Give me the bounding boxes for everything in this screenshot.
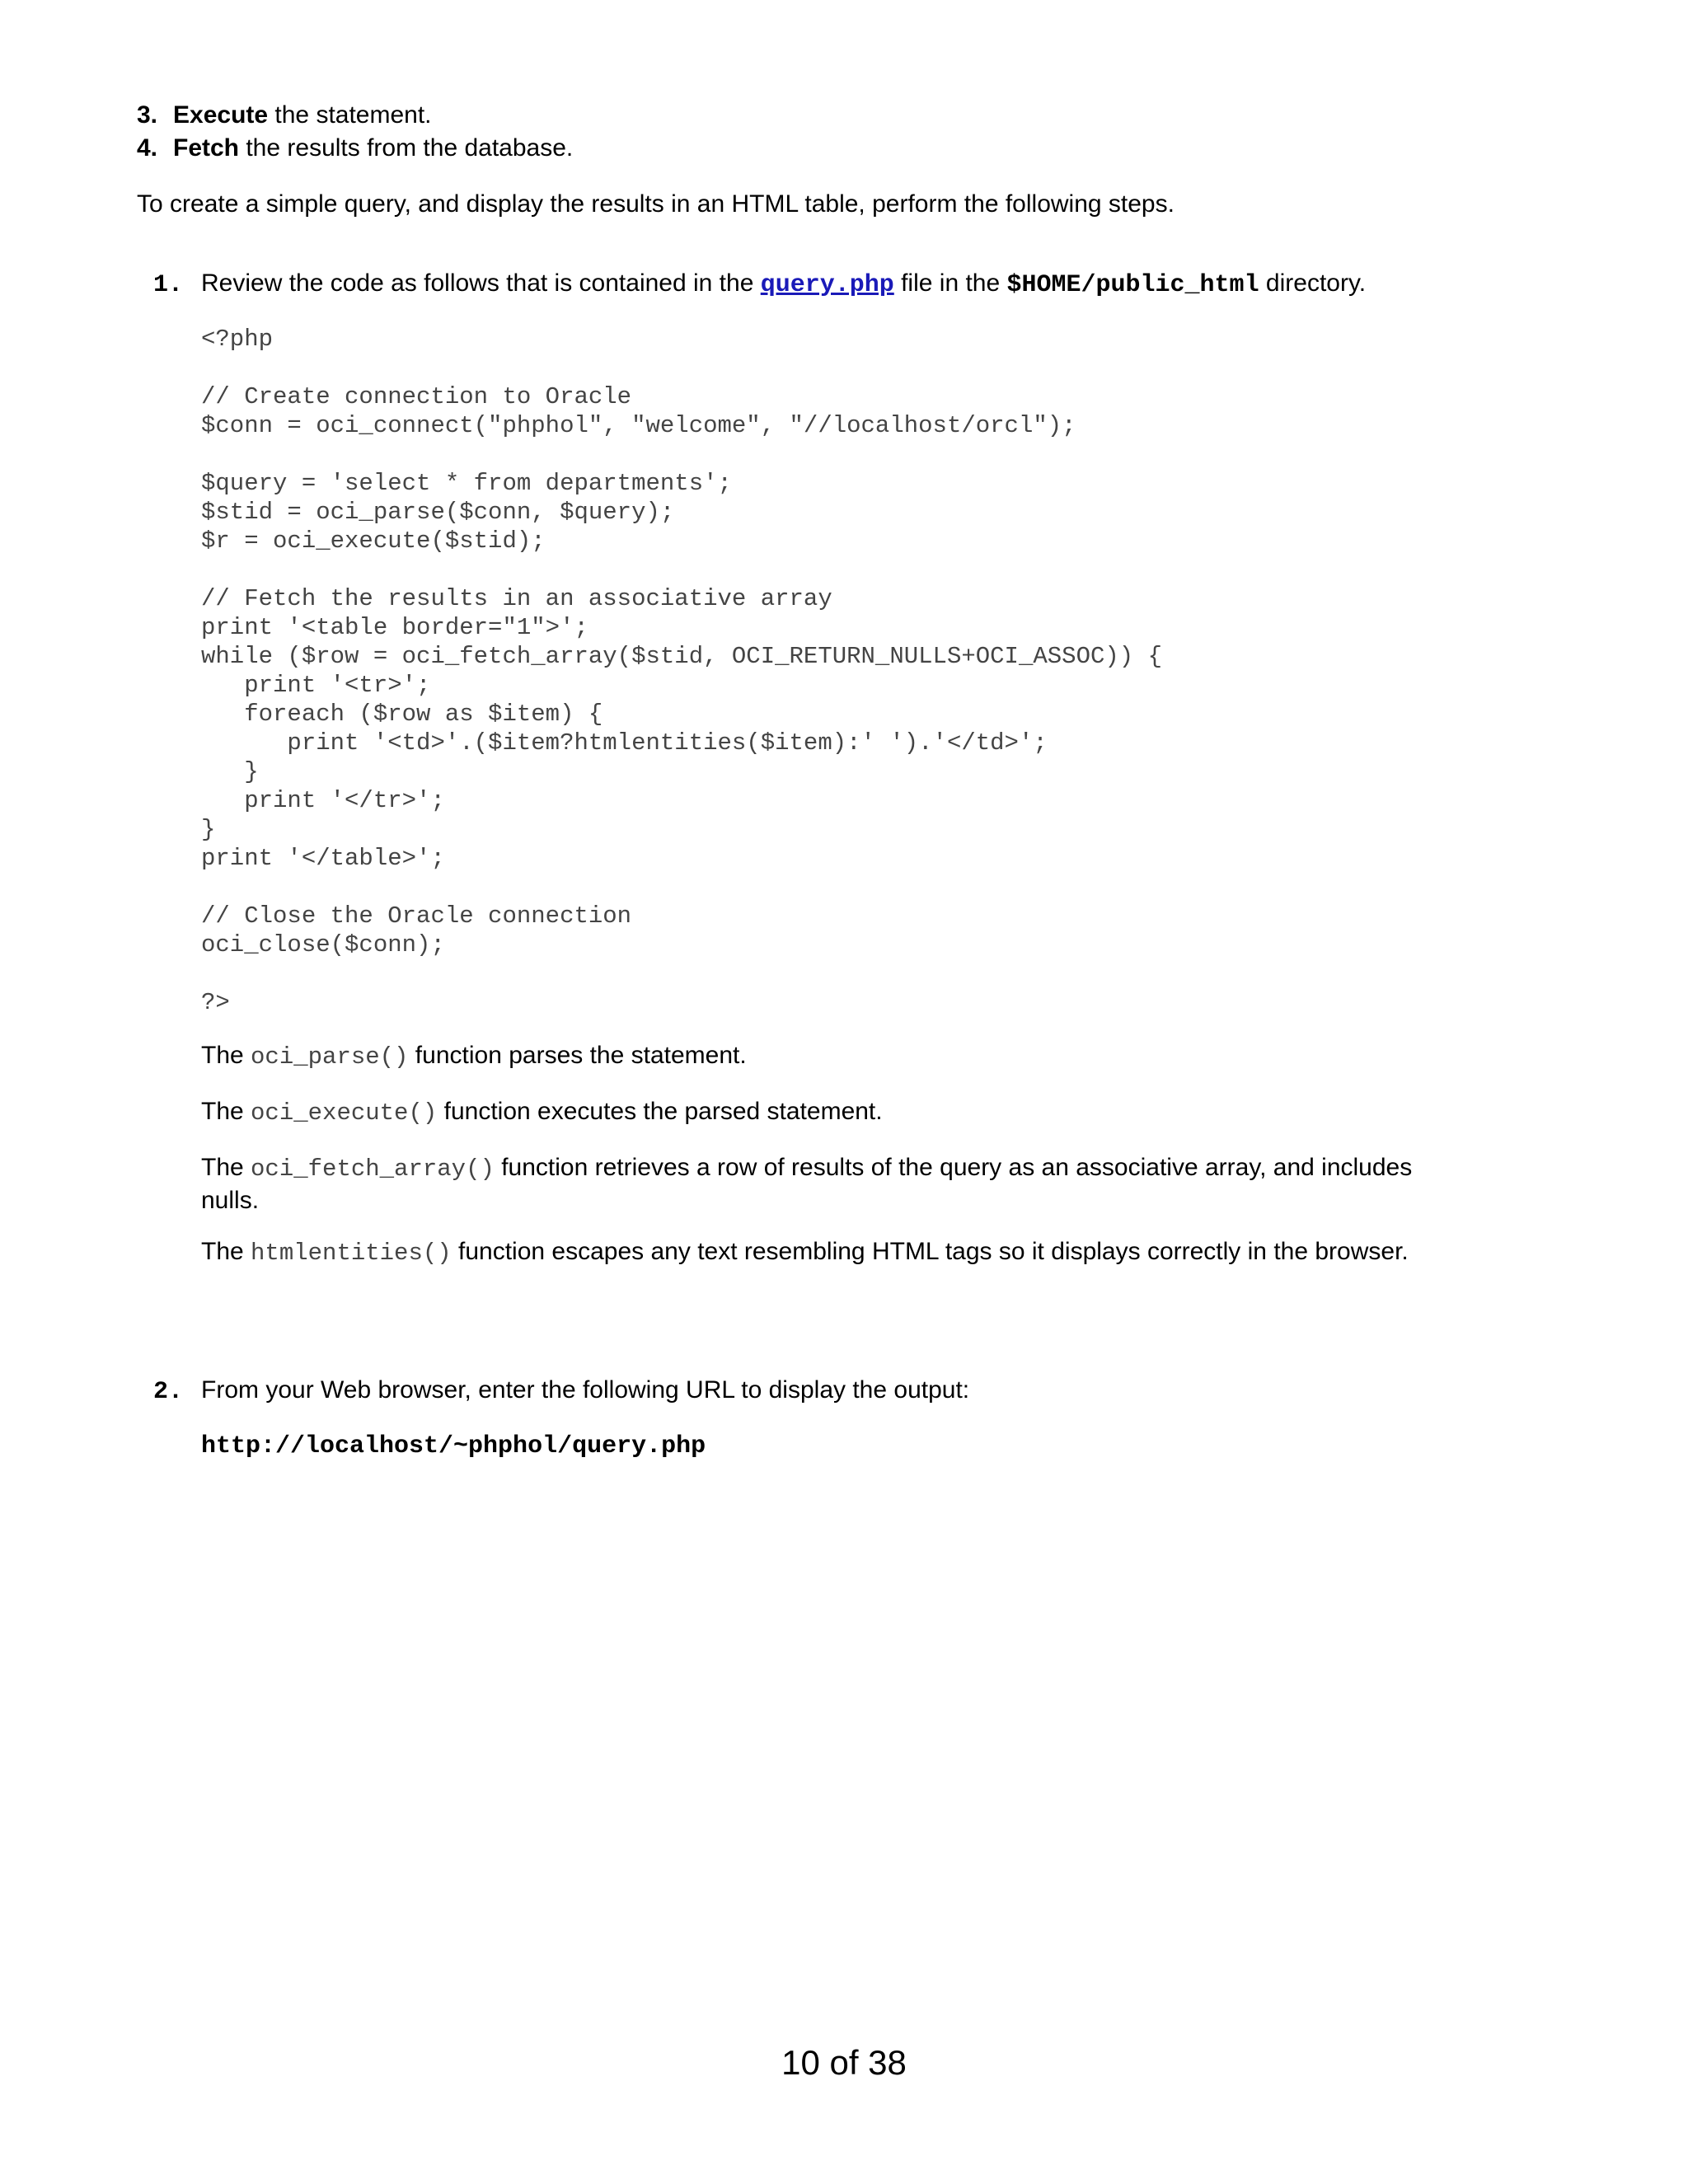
function-name: htmlentities() bbox=[251, 1240, 452, 1267]
description-text: function parses the statement. bbox=[408, 1042, 747, 1069]
description-oci-parse bbox=[201, 1040, 1437, 1073]
description-text: function retrieves a row of results of the query as an associative array, and includes nulls. bbox=[201, 1154, 1413, 1214]
step-1-text-middle: file in the bbox=[893, 269, 1007, 297]
description-oci-fetch-array bbox=[201, 1152, 1437, 1216]
function-name: oci_fetch_array() bbox=[251, 1155, 495, 1183]
description-prefix: The bbox=[201, 1238, 251, 1265]
intro-step-keyword: Fetch bbox=[173, 134, 240, 162]
description-prefix: The bbox=[201, 1098, 251, 1125]
description-text: function executes the parsed statement. bbox=[437, 1098, 883, 1125]
intro-step-keyword: Execute bbox=[173, 101, 269, 129]
step-number: 1. bbox=[153, 271, 184, 299]
intro-step-execute bbox=[137, 99, 573, 132]
description-prefix: The bbox=[201, 1154, 251, 1181]
step-2 bbox=[153, 1375, 969, 1408]
code-listing: <?php // Create connection to Oracle $conn = oci_connect("phphol", "welcome", "//localhost/orcl"); $query = 'select * from departments'; $stid = oci_parse($conn, $query); $r = oci_execute($stid); // Fetch the results in an associative array print '<table border="1">'; while ($row = oci_fetch_array($stid, OCI_RETURN_NULLS+OCI_ASSOC)) { print '<tr>'; foreach ($row as $item) { print '<td>'.($item?htmlentities($item):' ').'</td>'; } print '</tr>'; } print '</table>'; // Close the Oracle connection oci_close($conn); ?> bbox=[201, 326, 1162, 1016]
page-number: 10 of 38 bbox=[781, 2043, 907, 2082]
intro-step-list bbox=[137, 99, 573, 165]
step-1 bbox=[153, 268, 1366, 301]
directory-path: $HOME/public_html bbox=[1006, 271, 1259, 299]
output-url: http://localhost/~phphol/query.php bbox=[201, 1432, 706, 1460]
step-1-text-before: Review the code as follows that is contained in the bbox=[201, 269, 761, 297]
description-oci-execute bbox=[201, 1096, 1437, 1129]
lead-paragraph: To create a simple query, and display the results in an HTML table, perform the following steps. bbox=[137, 190, 1175, 218]
description-prefix: The bbox=[201, 1042, 251, 1069]
step-number: 2. bbox=[153, 1378, 184, 1406]
intro-step-text: the statement. bbox=[268, 101, 432, 129]
step-2-text: From your Web browser, enter the following URL to display the output: bbox=[201, 1376, 970, 1404]
intro-step-fetch bbox=[137, 132, 573, 165]
description-htmlentities bbox=[201, 1236, 1437, 1269]
function-name: oci_parse() bbox=[251, 1043, 409, 1071]
intro-step-number: 4. bbox=[137, 134, 158, 162]
intro-step-text: the results from the database. bbox=[239, 134, 574, 162]
intro-step-number: 3. bbox=[137, 101, 158, 129]
step-1-text-after: directory. bbox=[1259, 269, 1367, 297]
query-php-link[interactable]: query.php bbox=[760, 271, 894, 299]
function-name: oci_execute() bbox=[251, 1099, 438, 1127]
description-text: function escapes any text resembling HTML tags so it displays correctly in the browser. bbox=[451, 1238, 1409, 1265]
